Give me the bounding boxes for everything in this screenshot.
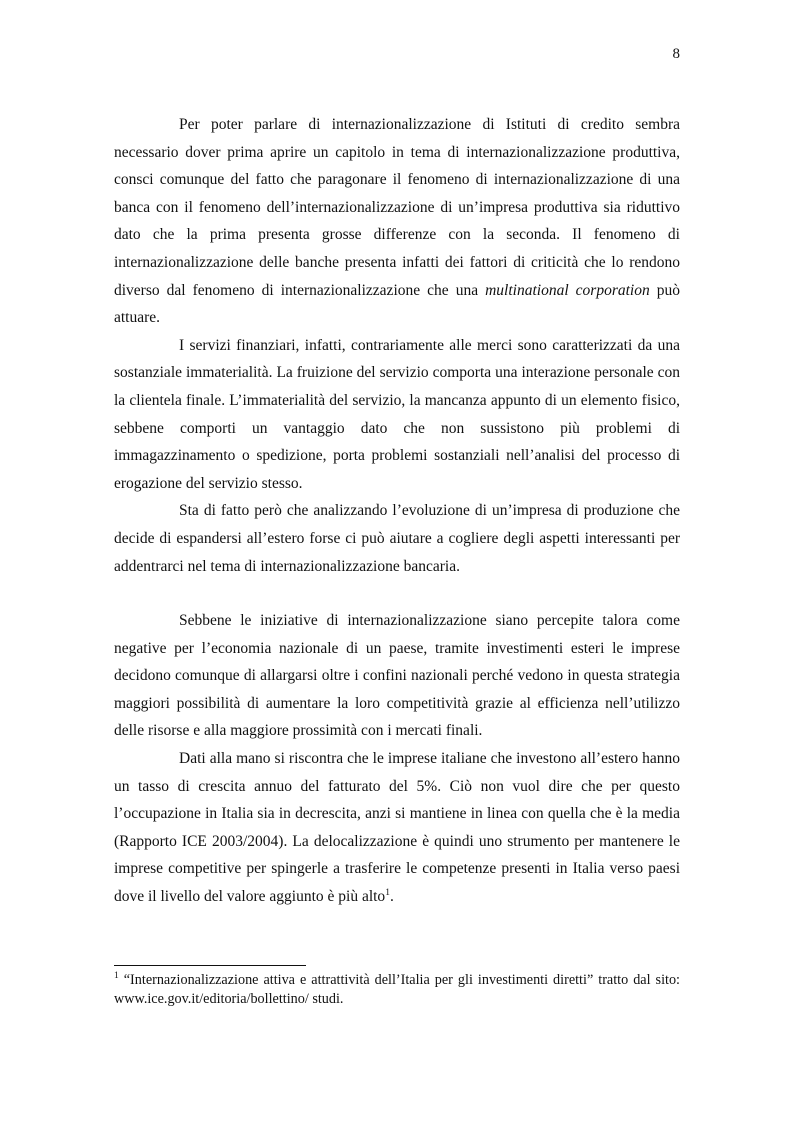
paragraph-3: Sta di fatto però che analizzando l’evoluzione di un’impresa di produzione che decide di espandersi all’estero forse ci può aiutare a cogliere degli aspetti interessanti per addentrarci nel tema di internazionalizzazione bancaria. — [114, 502, 680, 575]
footnote-reference: 1 — [385, 888, 390, 899]
body-text — [114, 111, 680, 911]
paragraph-1-text-start: Per poter parlare di internazionalizzazione di Istituti di credito sembra necessario dover prima aprire un capitolo in tema di internazionalizzazione produttiva, consci comunque del fatto che paragonare il fenomeno di internazionalizzazione di una banca con il fenomeno dell’internazionalizzazione di un’impresa produttiva sia riduttivo dato che la prima presenta grosse differenze con la seconda. Il fenomeno di internazionalizzazione delle banche presenta infatti dei fattori di criticità che lo rendono diverso dal fenomeno di internazionalizzazione che una — [114, 116, 680, 299]
paragraph-5-text: Dati alla mano si riscontra che le imprese italiane che investono all’estero hanno un tasso di crescita annuo del fatturato del 5%. Ciò non vuol dire che per questo l’occupazione in Italia sia in decrescita, anzi si mantiene in linea con quella che è la media (Rapporto ICE 2003/2004). La delocalizzazione è quindi uno strumento per mantenere le imprese competitive per spingerle a trasferire le competenze presenti in Italia verso paesi dove il livello del valore aggiunto è più alto — [114, 750, 680, 906]
paragraph-5 — [114, 745, 680, 911]
footnote-marker: 1 — [114, 971, 119, 981]
page-number: 8 — [672, 46, 680, 62]
paragraph-4: Sebbene le iniziative di internazionalizzazione siano percepite talora come negative per l’economia nazionale di un paese, tramite investimenti esteri le imprese decidono comunque di allargarsi oltre i confini nazionali perché vedono in questa strategia maggiori possibilità di aumentare la loro competitività grazie al efficienza nell’utilizzo delle risorse e alla maggiore prossimità con i mercati finali. — [114, 612, 680, 740]
footnote-separator — [114, 965, 306, 966]
paragraph-1 — [114, 111, 680, 332]
paragraph-2: I servizi finanziari, infatti, contrariamente alle merci sono caratterizzati da una sostanziale immaterialità. La fruizione del servizio comporta una interazione personale con la clientela finale. L’immaterialità del servizio, la mancanza appunto di un elemento fisico, sebbene comporti un vantaggio dato che non sussistono più problemi di immagazzinamento o spedizione, porta problemi sostanziali nell’analisi del processo di erogazione del servizio stesso. — [114, 336, 680, 492]
footnote — [114, 971, 680, 1009]
paragraph-5-end: . — [389, 888, 394, 906]
paragraph-1-text-end: può attuare. — [114, 281, 681, 327]
footnote-text: “Internazionalizzazione attiva e attrattività dell’Italia per gli investimenti diretti” tratto dal sito: www.ice.gov.it/editoria/bollettino/ studi. — [114, 972, 680, 1007]
paragraph-1-emphasis: multinational corporation — [485, 281, 650, 299]
